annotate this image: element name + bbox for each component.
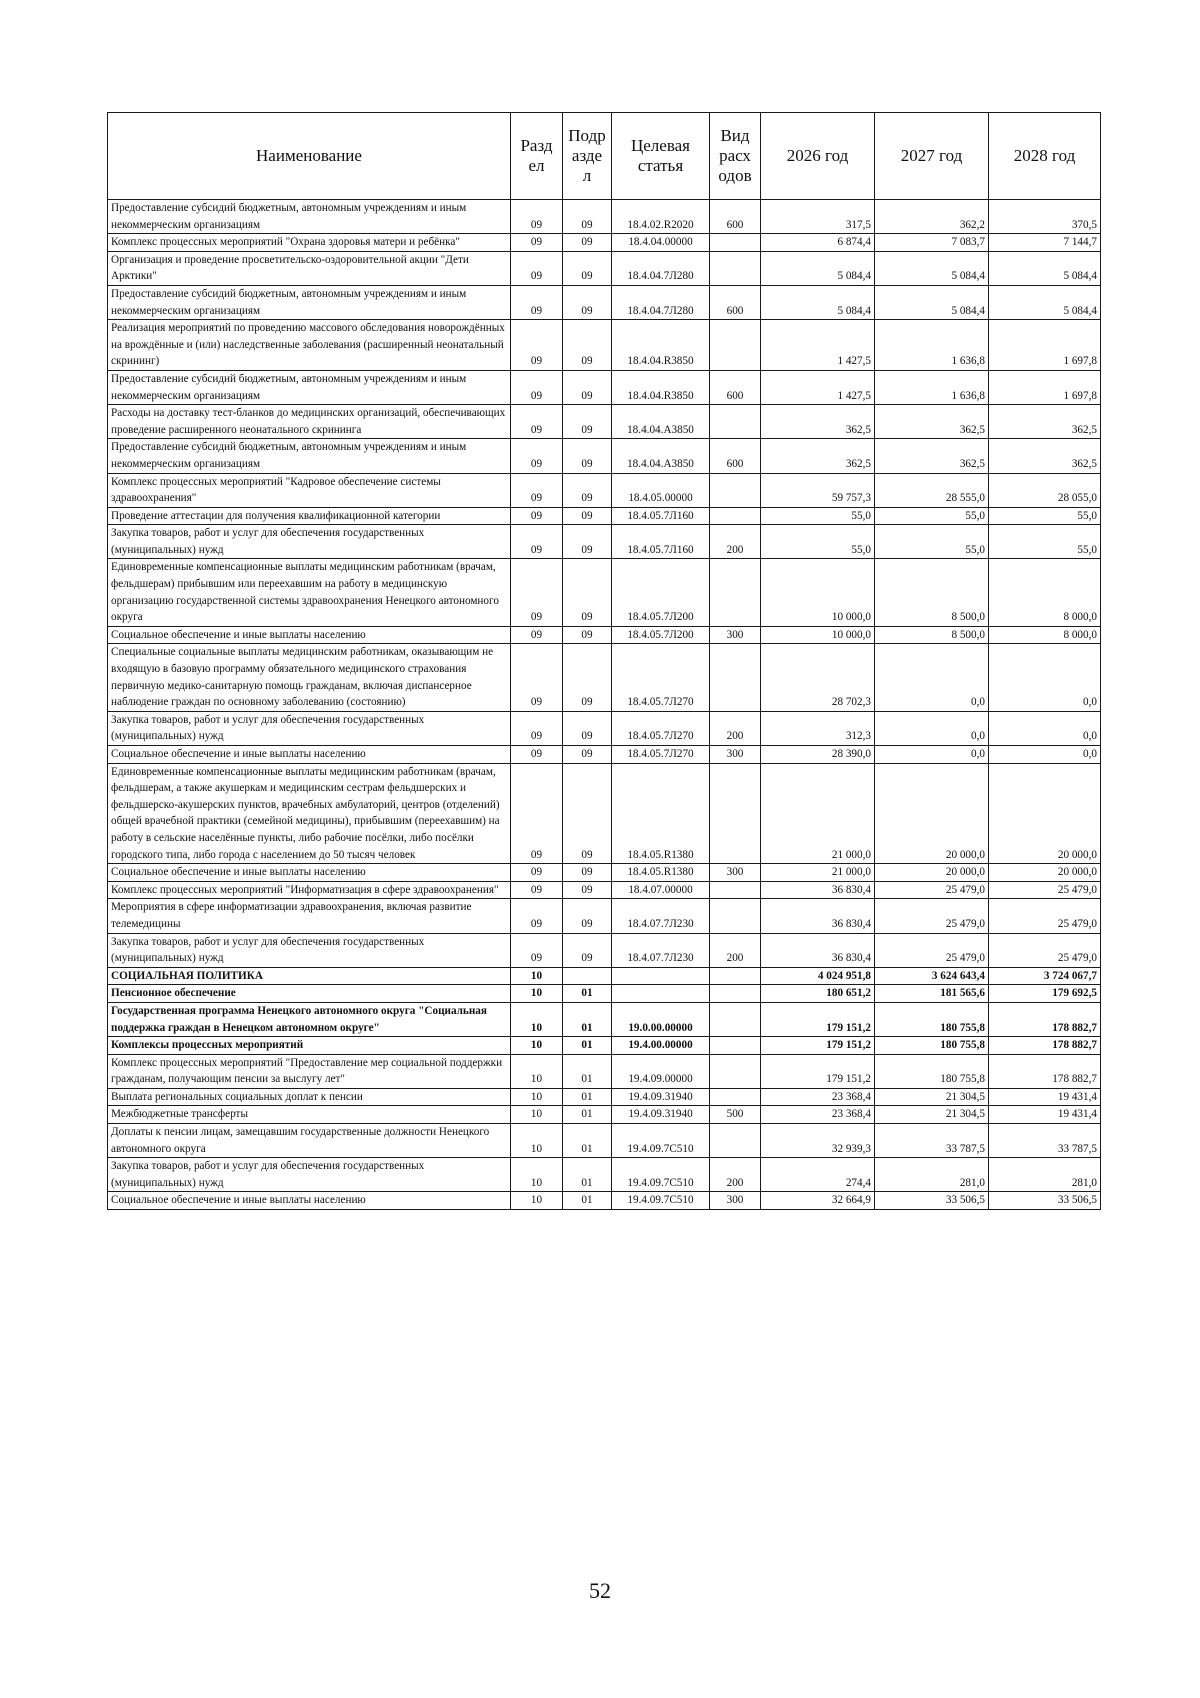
row-name: Социальное обеспечение и иные выплаты населению bbox=[108, 746, 511, 764]
row-section: 09 bbox=[511, 763, 563, 864]
row-value-2026: 6 874,4 bbox=[761, 234, 875, 252]
row-name: Закупка товаров, работ и услуг для обеспечения государственных (муниципальных) нужд bbox=[108, 1158, 511, 1192]
row-name: Мероприятия в сфере информатизации здравоохранения, включая развитие телемедицины bbox=[108, 899, 511, 933]
row-value-2027: 33 506,5 bbox=[875, 1192, 989, 1210]
row-target-article: 18.4.07.00000 bbox=[612, 881, 710, 899]
row-section: 09 bbox=[511, 200, 563, 234]
row-value-2028: 7 144,7 bbox=[989, 234, 1101, 252]
table-row bbox=[108, 1106, 1101, 1124]
table-row bbox=[108, 200, 1101, 234]
row-value-2028: 33 506,5 bbox=[989, 1192, 1101, 1210]
table-header bbox=[108, 113, 1101, 200]
row-section: 09 bbox=[511, 559, 563, 626]
row-value-2026: 36 830,4 bbox=[761, 933, 875, 967]
table-row bbox=[108, 1192, 1101, 1210]
row-target-article: 18.4.04.00000 bbox=[612, 234, 710, 252]
row-value-2027: 5 084,4 bbox=[875, 251, 989, 285]
row-value-2026: 10 000,0 bbox=[761, 626, 875, 644]
row-value-2027: 1 636,8 bbox=[875, 320, 989, 371]
row-value-2027: 25 479,0 bbox=[875, 933, 989, 967]
row-expense-type: 300 bbox=[710, 626, 761, 644]
row-value-2027: 28 555,0 bbox=[875, 473, 989, 507]
row-subsection: 01 bbox=[563, 1088, 612, 1106]
table-row bbox=[108, 559, 1101, 626]
row-subsection: 09 bbox=[563, 644, 612, 711]
row-subsection: 09 bbox=[563, 711, 612, 745]
row-subsection: 09 bbox=[563, 285, 612, 319]
row-expense-type: 200 bbox=[710, 1158, 761, 1192]
row-value-2027: 180 755,8 bbox=[875, 1037, 989, 1055]
row-value-2027: 362,5 bbox=[875, 439, 989, 473]
row-value-2027: 20 000,0 bbox=[875, 864, 989, 882]
row-section: 10 bbox=[511, 1002, 563, 1036]
row-name: Реализация мероприятий по проведению массового обследования новорождённых на врождённые и (или) наследственные заболевания (расширенный неонатальный скрининг) bbox=[108, 320, 511, 371]
row-subsection: 01 bbox=[563, 1106, 612, 1124]
row-section: 10 bbox=[511, 985, 563, 1003]
row-value-2028: 362,5 bbox=[989, 405, 1101, 439]
row-name: Государственная программа Ненецкого автономного округа "Социальная поддержка граждан в Ненецком автономном округе" bbox=[108, 1002, 511, 1036]
row-value-2028: 55,0 bbox=[989, 507, 1101, 525]
table-row bbox=[108, 507, 1101, 525]
row-expense-type: 600 bbox=[710, 200, 761, 234]
row-value-2028: 20 000,0 bbox=[989, 763, 1101, 864]
row-name: Пенсионное обеспечение bbox=[108, 985, 511, 1003]
table-row bbox=[108, 525, 1101, 559]
table-row bbox=[108, 1088, 1101, 1106]
table-row bbox=[108, 473, 1101, 507]
row-value-2027: 0,0 bbox=[875, 644, 989, 711]
row-name: Предоставление субсидий бюджетным, автономным учреждениям и иным некоммерческим организациям bbox=[108, 285, 511, 319]
row-subsection: 01 bbox=[563, 1192, 612, 1210]
row-name: Предоставление субсидий бюджетным, автономным учреждениям и иным некоммерческим организациям bbox=[108, 200, 511, 234]
table-row bbox=[108, 933, 1101, 967]
row-name: Единовременные компенсационные выплаты медицинским работникам (врачам, фельдшерам, а также акушеркам и медицинским сестрам фельдшерских и фельдшерско-акушерских пунктов, врачебных амбулаторий, центров (отделений) общей врачебной практики (семейной медицины), прибывшим (переехавшим) на работу в сельские населённые пункты, либо рабочие посёлки, либо посёлки городского типа, либо города с населением до 50 тысяч человек bbox=[108, 763, 511, 864]
row-expense-type bbox=[710, 899, 761, 933]
row-target-article: 18.4.05.7Л270 bbox=[612, 711, 710, 745]
row-value-2027: 8 500,0 bbox=[875, 559, 989, 626]
row-value-2028: 1 697,8 bbox=[989, 370, 1101, 404]
row-value-2027: 5 084,4 bbox=[875, 285, 989, 319]
row-section: 09 bbox=[511, 933, 563, 967]
row-name: Закупка товаров, работ и услуг для обеспечения государственных (муниципальных) нужд bbox=[108, 525, 511, 559]
row-target-article: 19.4.09.7С510 bbox=[612, 1158, 710, 1192]
row-value-2026: 1 427,5 bbox=[761, 320, 875, 371]
row-value-2026: 32 664,9 bbox=[761, 1192, 875, 1210]
row-expense-type bbox=[710, 559, 761, 626]
row-target-article: 19.4.09.31940 bbox=[612, 1088, 710, 1106]
row-expense-type: 300 bbox=[710, 1192, 761, 1210]
row-value-2028: 25 479,0 bbox=[989, 933, 1101, 967]
row-section: 10 bbox=[511, 1192, 563, 1210]
row-section: 09 bbox=[511, 285, 563, 319]
row-value-2027: 180 755,8 bbox=[875, 1002, 989, 1036]
header-year-2028: 2028 год bbox=[989, 113, 1101, 200]
table-row bbox=[108, 1124, 1101, 1158]
table-row bbox=[108, 285, 1101, 319]
table-row bbox=[108, 1002, 1101, 1036]
row-target-article: 18.4.07.7Л230 bbox=[612, 899, 710, 933]
row-target-article: 19.0.00.00000 bbox=[612, 1002, 710, 1036]
row-value-2026: 55,0 bbox=[761, 525, 875, 559]
row-name: Проведение аттестации для получения квалификационной категории bbox=[108, 507, 511, 525]
row-expense-type: 200 bbox=[710, 525, 761, 559]
row-value-2027: 7 083,7 bbox=[875, 234, 989, 252]
row-value-2027: 8 500,0 bbox=[875, 626, 989, 644]
row-target-article: 18.4.04.A3850 bbox=[612, 405, 710, 439]
row-section: 10 bbox=[511, 1106, 563, 1124]
row-value-2026: 312,3 bbox=[761, 711, 875, 745]
row-value-2028: 178 882,7 bbox=[989, 1037, 1101, 1055]
row-target-article: 18.4.05.7Л200 bbox=[612, 626, 710, 644]
row-name: Комплекс процессных мероприятий "Охрана здоровья матери и ребёнка" bbox=[108, 234, 511, 252]
table-body bbox=[108, 200, 1101, 1210]
row-subsection: 01 bbox=[563, 1124, 612, 1158]
row-value-2026: 5 084,4 bbox=[761, 285, 875, 319]
table-row bbox=[108, 405, 1101, 439]
row-name: Закупка товаров, работ и услуг для обеспечения государственных (муниципальных) нужд bbox=[108, 711, 511, 745]
row-target-article: 18.4.07.7Л230 bbox=[612, 933, 710, 967]
row-expense-type bbox=[710, 985, 761, 1003]
row-target-article: 18.4.04.R3850 bbox=[612, 320, 710, 371]
table-row bbox=[108, 234, 1101, 252]
row-target-article: 18.4.04.R3850 bbox=[612, 370, 710, 404]
row-expense-type bbox=[710, 1002, 761, 1036]
row-section: 10 bbox=[511, 1037, 563, 1055]
header-subsection: Подр азде л bbox=[563, 113, 612, 200]
row-expense-type: 200 bbox=[710, 711, 761, 745]
row-section: 10 bbox=[511, 1158, 563, 1192]
row-value-2028: 8 000,0 bbox=[989, 626, 1101, 644]
row-expense-type: 500 bbox=[710, 1106, 761, 1124]
row-subsection: 09 bbox=[563, 864, 612, 882]
row-name: Предоставление субсидий бюджетным, автономным учреждениям и иным некоммерческим организациям bbox=[108, 439, 511, 473]
row-value-2027: 55,0 bbox=[875, 507, 989, 525]
table-row bbox=[108, 967, 1101, 985]
row-value-2026: 55,0 bbox=[761, 507, 875, 525]
row-subsection: 09 bbox=[563, 405, 612, 439]
row-name: Расходы на доставку тест-бланков до медицинских организаций, обеспечивающих проведение расширенного неонатального скрининга bbox=[108, 405, 511, 439]
row-section: 09 bbox=[511, 370, 563, 404]
row-value-2027: 3 624 643,4 bbox=[875, 967, 989, 985]
row-value-2026: 28 390,0 bbox=[761, 746, 875, 764]
row-target-article bbox=[612, 985, 710, 1003]
row-name: Единовременные компенсационные выплаты медицинским работникам (врачам, фельдшерам) прибывшим или переехавшим на работу в медицинскую организацию государственной системы здравоохранения Ненецкого автономного округа bbox=[108, 559, 511, 626]
row-target-article: 18.4.02.R2020 bbox=[612, 200, 710, 234]
row-value-2028: 370,5 bbox=[989, 200, 1101, 234]
row-name: Выплата региональных социальных доплат к пенсии bbox=[108, 1088, 511, 1106]
row-value-2028: 20 000,0 bbox=[989, 864, 1101, 882]
row-name: Социальное обеспечение и иные выплаты населению bbox=[108, 626, 511, 644]
table-row bbox=[108, 763, 1101, 864]
row-section: 09 bbox=[511, 711, 563, 745]
row-name: СОЦИАЛЬНАЯ ПОЛИТИКА bbox=[108, 967, 511, 985]
row-section: 09 bbox=[511, 405, 563, 439]
row-value-2028: 19 431,4 bbox=[989, 1088, 1101, 1106]
row-target-article: 18.4.05.R1380 bbox=[612, 864, 710, 882]
row-section: 09 bbox=[511, 320, 563, 371]
row-expense-type bbox=[710, 320, 761, 371]
header-expense-type: Вид расх одов bbox=[710, 113, 761, 200]
row-target-article: 18.4.05.7Л270 bbox=[612, 746, 710, 764]
row-subsection: 01 bbox=[563, 1158, 612, 1192]
table-row bbox=[108, 881, 1101, 899]
row-expense-type: 300 bbox=[710, 746, 761, 764]
row-value-2028: 33 787,5 bbox=[989, 1124, 1101, 1158]
row-section: 09 bbox=[511, 251, 563, 285]
row-subsection: 09 bbox=[563, 507, 612, 525]
row-subsection: 01 bbox=[563, 1002, 612, 1036]
row-subsection: 09 bbox=[563, 320, 612, 371]
row-subsection: 09 bbox=[563, 439, 612, 473]
table-row bbox=[108, 746, 1101, 764]
row-target-article: 19.4.09.31940 bbox=[612, 1106, 710, 1124]
row-value-2026: 362,5 bbox=[761, 405, 875, 439]
row-value-2026: 5 084,4 bbox=[761, 251, 875, 285]
row-value-2028: 25 479,0 bbox=[989, 881, 1101, 899]
row-value-2027: 33 787,5 bbox=[875, 1124, 989, 1158]
row-subsection: 09 bbox=[563, 763, 612, 864]
row-name: Закупка товаров, работ и услуг для обеспечения государственных (муниципальных) нужд bbox=[108, 933, 511, 967]
row-name: Специальные социальные выплаты медицинским работникам, оказывающим не входящую в базовую программу обязательного медицинского страхования первичную медико-санитарную помощь гражданам, включая диспансерное наблюдение граждан по основному заболеванию (состоянию) bbox=[108, 644, 511, 711]
row-value-2028: 28 055,0 bbox=[989, 473, 1101, 507]
row-section: 09 bbox=[511, 881, 563, 899]
row-subsection: 09 bbox=[563, 899, 612, 933]
row-value-2028: 0,0 bbox=[989, 746, 1101, 764]
row-value-2027: 362,5 bbox=[875, 405, 989, 439]
row-section: 09 bbox=[511, 439, 563, 473]
table-row bbox=[108, 320, 1101, 371]
row-name: Организация и проведение просветительско-оздоровительной акции "Дети Арктики" bbox=[108, 251, 511, 285]
row-value-2028: 281,0 bbox=[989, 1158, 1101, 1192]
table-row bbox=[108, 1037, 1101, 1055]
row-subsection: 09 bbox=[563, 370, 612, 404]
row-target-article: 19.4.09.00000 bbox=[612, 1054, 710, 1088]
row-value-2026: 36 830,4 bbox=[761, 881, 875, 899]
row-target-article: 18.4.04.7Л280 bbox=[612, 285, 710, 319]
row-value-2026: 36 830,4 bbox=[761, 899, 875, 933]
table-row bbox=[108, 439, 1101, 473]
row-value-2026: 1 427,5 bbox=[761, 370, 875, 404]
row-target-article: 18.4.05.7Л160 bbox=[612, 507, 710, 525]
row-value-2027: 25 479,0 bbox=[875, 881, 989, 899]
row-subsection: 09 bbox=[563, 525, 612, 559]
row-subsection: 09 bbox=[563, 933, 612, 967]
row-subsection: 09 bbox=[563, 251, 612, 285]
row-expense-type bbox=[710, 234, 761, 252]
header-name: Наименование bbox=[108, 113, 511, 200]
table-row bbox=[108, 370, 1101, 404]
row-name: Комплекс процессных мероприятий "Предоставление мер социальной поддержки гражданам, получающим пенсии за выслугу лет" bbox=[108, 1054, 511, 1088]
row-value-2028: 0,0 bbox=[989, 711, 1101, 745]
header-section: Разд ел bbox=[511, 113, 563, 200]
row-value-2027: 21 304,5 bbox=[875, 1088, 989, 1106]
page-number: 52 bbox=[589, 1578, 611, 1603]
row-target-article bbox=[612, 967, 710, 985]
row-expense-type bbox=[710, 644, 761, 711]
row-target-article: 18.4.05.7Л270 bbox=[612, 644, 710, 711]
row-value-2028: 1 697,8 bbox=[989, 320, 1101, 371]
row-value-2028: 178 882,7 bbox=[989, 1002, 1101, 1036]
table-row bbox=[108, 899, 1101, 933]
row-subsection: 09 bbox=[563, 626, 612, 644]
row-target-article: 18.4.04.7Л280 bbox=[612, 251, 710, 285]
row-expense-type bbox=[710, 507, 761, 525]
row-section: 10 bbox=[511, 1054, 563, 1088]
row-expense-type: 600 bbox=[710, 370, 761, 404]
row-name: Доплаты к пенсии лицам, замещавшим государственные должности Ненецкого автономного округа bbox=[108, 1124, 511, 1158]
row-value-2026: 23 368,4 bbox=[761, 1088, 875, 1106]
row-value-2026: 362,5 bbox=[761, 439, 875, 473]
row-target-article: 18.4.05.7Л160 bbox=[612, 525, 710, 559]
row-subsection: 09 bbox=[563, 200, 612, 234]
row-expense-type bbox=[710, 1124, 761, 1158]
row-section: 09 bbox=[511, 626, 563, 644]
row-section: 10 bbox=[511, 1088, 563, 1106]
row-expense-type bbox=[710, 881, 761, 899]
row-value-2027: 0,0 bbox=[875, 711, 989, 745]
row-value-2026: 32 939,3 bbox=[761, 1124, 875, 1158]
row-value-2026: 274,4 bbox=[761, 1158, 875, 1192]
row-name: Межбюджетные трансферты bbox=[108, 1106, 511, 1124]
row-section: 09 bbox=[511, 644, 563, 711]
row-value-2026: 21 000,0 bbox=[761, 763, 875, 864]
row-section: 09 bbox=[511, 746, 563, 764]
row-expense-type bbox=[710, 763, 761, 864]
row-section: 09 bbox=[511, 864, 563, 882]
row-value-2027: 1 636,8 bbox=[875, 370, 989, 404]
row-value-2028: 5 084,4 bbox=[989, 285, 1101, 319]
row-name: Комплексы процессных мероприятий bbox=[108, 1037, 511, 1055]
row-value-2027: 0,0 bbox=[875, 746, 989, 764]
row-section: 09 bbox=[511, 899, 563, 933]
budget-table bbox=[107, 112, 1101, 1210]
row-value-2028: 8 000,0 bbox=[989, 559, 1101, 626]
row-value-2027: 181 565,6 bbox=[875, 985, 989, 1003]
row-value-2026: 23 368,4 bbox=[761, 1106, 875, 1124]
row-value-2026: 179 151,2 bbox=[761, 1037, 875, 1055]
row-name: Комплекс процессных мероприятий "Информатизация в сфере здравоохранения" bbox=[108, 881, 511, 899]
row-target-article: 19.4.00.00000 bbox=[612, 1037, 710, 1055]
row-value-2026: 59 757,3 bbox=[761, 473, 875, 507]
row-target-article: 18.4.04.A3850 bbox=[612, 439, 710, 473]
row-target-article: 18.4.05.7Л200 bbox=[612, 559, 710, 626]
row-subsection: 09 bbox=[563, 473, 612, 507]
row-expense-type bbox=[710, 473, 761, 507]
row-value-2026: 28 702,3 bbox=[761, 644, 875, 711]
row-expense-type: 600 bbox=[710, 439, 761, 473]
row-subsection: 09 bbox=[563, 881, 612, 899]
row-subsection: 09 bbox=[563, 746, 612, 764]
row-subsection: 01 bbox=[563, 1054, 612, 1088]
row-target-article: 19.4.09.7С510 bbox=[612, 1124, 710, 1158]
row-value-2028: 3 724 067,7 bbox=[989, 967, 1101, 985]
row-value-2026: 317,5 bbox=[761, 200, 875, 234]
row-value-2026: 21 000,0 bbox=[761, 864, 875, 882]
row-value-2027: 21 304,5 bbox=[875, 1106, 989, 1124]
row-expense-type: 300 bbox=[710, 864, 761, 882]
table-row bbox=[108, 985, 1101, 1003]
row-value-2026: 10 000,0 bbox=[761, 559, 875, 626]
table-row bbox=[108, 1054, 1101, 1088]
row-section: 09 bbox=[511, 473, 563, 507]
row-subsection: 01 bbox=[563, 1037, 612, 1055]
row-value-2027: 20 000,0 bbox=[875, 763, 989, 864]
row-value-2027: 55,0 bbox=[875, 525, 989, 559]
row-name: Социальное обеспечение и иные выплаты населению bbox=[108, 864, 511, 882]
row-value-2028: 55,0 bbox=[989, 525, 1101, 559]
row-value-2028: 362,5 bbox=[989, 439, 1101, 473]
row-value-2026: 180 651,2 bbox=[761, 985, 875, 1003]
row-expense-type: 200 bbox=[710, 933, 761, 967]
row-value-2028: 178 882,7 bbox=[989, 1054, 1101, 1088]
row-expense-type: 600 bbox=[710, 285, 761, 319]
row-value-2028: 0,0 bbox=[989, 644, 1101, 711]
row-target-article: 19.4.09.7С510 bbox=[612, 1192, 710, 1210]
row-target-article: 18.4.05.00000 bbox=[612, 473, 710, 507]
row-value-2028: 5 084,4 bbox=[989, 251, 1101, 285]
row-name: Социальное обеспечение и иные выплаты населению bbox=[108, 1192, 511, 1210]
row-value-2026: 179 151,2 bbox=[761, 1054, 875, 1088]
row-section: 09 bbox=[511, 234, 563, 252]
row-name: Комплекс процессных мероприятий "Кадровое обеспечение системы здравоохранения" bbox=[108, 473, 511, 507]
row-subsection: 01 bbox=[563, 985, 612, 1003]
row-expense-type bbox=[710, 1088, 761, 1106]
table-row bbox=[108, 1158, 1101, 1192]
row-expense-type bbox=[710, 251, 761, 285]
header-year-2027: 2027 год bbox=[875, 113, 989, 200]
row-expense-type bbox=[710, 405, 761, 439]
row-expense-type bbox=[710, 1037, 761, 1055]
row-subsection bbox=[563, 967, 612, 985]
row-expense-type bbox=[710, 967, 761, 985]
row-value-2028: 19 431,4 bbox=[989, 1106, 1101, 1124]
row-value-2026: 179 151,2 bbox=[761, 1002, 875, 1036]
row-name: Предоставление субсидий бюджетным, автономным учреждениям и иным некоммерческим организациям bbox=[108, 370, 511, 404]
table-row bbox=[108, 644, 1101, 711]
row-section: 09 bbox=[511, 507, 563, 525]
row-value-2028: 179 692,5 bbox=[989, 985, 1101, 1003]
row-subsection: 09 bbox=[563, 559, 612, 626]
row-value-2027: 25 479,0 bbox=[875, 899, 989, 933]
table-row bbox=[108, 251, 1101, 285]
row-value-2028: 25 479,0 bbox=[989, 899, 1101, 933]
row-target-article: 18.4.05.R1380 bbox=[612, 763, 710, 864]
row-value-2027: 281,0 bbox=[875, 1158, 989, 1192]
row-section: 10 bbox=[511, 967, 563, 985]
header-year-2026: 2026 год bbox=[761, 113, 875, 200]
row-section: 09 bbox=[511, 525, 563, 559]
header-target-article: Целевая статья bbox=[612, 113, 710, 200]
table-row bbox=[108, 711, 1101, 745]
row-value-2026: 4 024 951,8 bbox=[761, 967, 875, 985]
row-subsection: 09 bbox=[563, 234, 612, 252]
row-section: 10 bbox=[511, 1124, 563, 1158]
row-value-2027: 362,2 bbox=[875, 200, 989, 234]
table-row bbox=[108, 626, 1101, 644]
table-row bbox=[108, 864, 1101, 882]
row-value-2027: 180 755,8 bbox=[875, 1054, 989, 1088]
row-expense-type bbox=[710, 1054, 761, 1088]
